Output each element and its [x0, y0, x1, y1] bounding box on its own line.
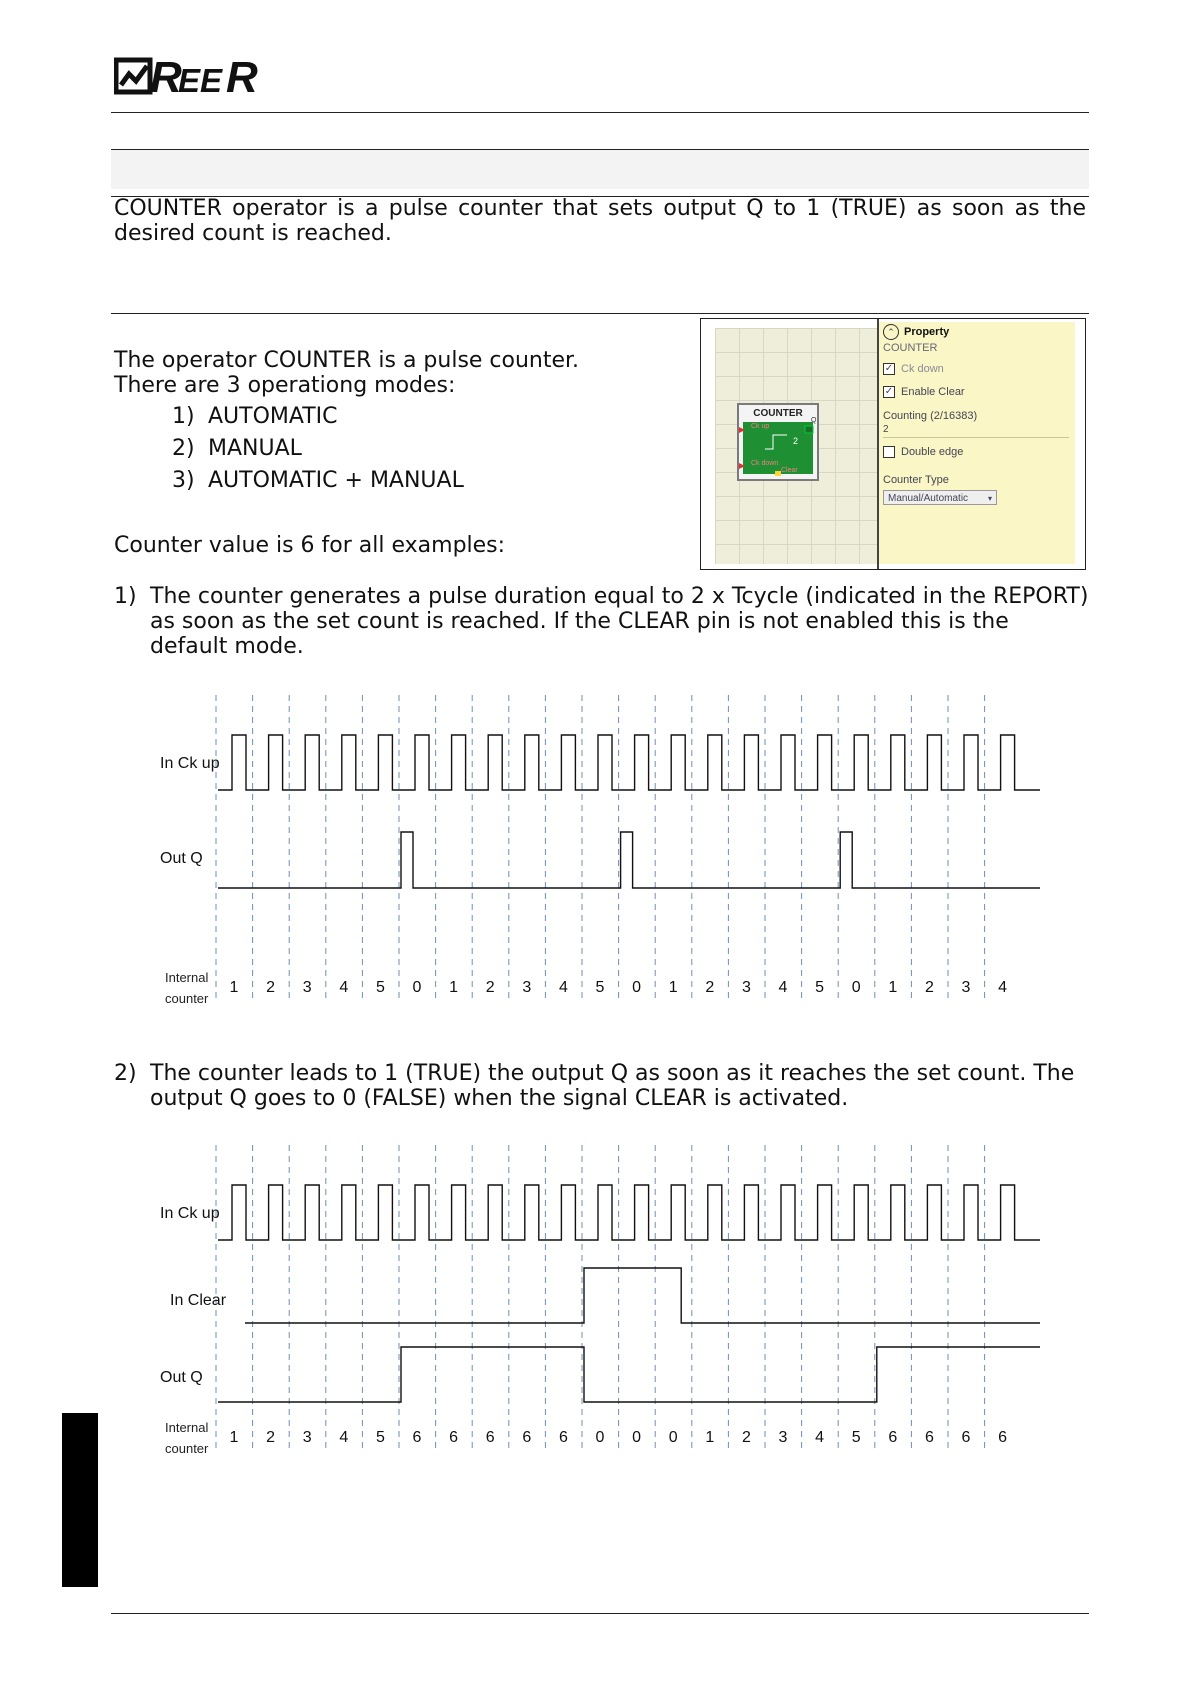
counter-value: 0	[632, 1429, 642, 1446]
counter-value: 4	[558, 979, 568, 996]
counter-block-title: COUNTER	[753, 408, 803, 419]
counter-value: 6	[449, 1429, 459, 1446]
mode-item: 2) MANUAL	[172, 436, 302, 461]
svg-text:R: R	[226, 54, 258, 100]
counter-value: 6	[522, 1429, 532, 1446]
signal-label: Out Q	[160, 1369, 203, 1386]
counter-block[interactable]	[737, 403, 819, 481]
mode-item: 3) AUTOMATIC + MANUAL	[172, 468, 464, 493]
counter-value: 3	[302, 1429, 312, 1446]
counter-value: 4	[998, 979, 1008, 996]
clear-signal	[245, 1268, 1040, 1323]
section-title-band	[111, 150, 1089, 189]
counter-value: 6	[888, 1429, 898, 1446]
modes-list	[172, 404, 674, 500]
counter-value: 4	[339, 1429, 349, 1446]
reer-logo	[114, 54, 264, 100]
svg-text:R: R	[150, 54, 182, 100]
property-screenshot	[700, 318, 1086, 570]
counter-value: 4	[815, 1429, 825, 1446]
pin-ck-down: Ck down	[751, 460, 779, 467]
counter-value: 3	[741, 979, 751, 996]
signal-label: In Ck up	[160, 1205, 220, 1222]
svg-text:EE: EE	[178, 62, 223, 99]
collapse-icon[interactable]: ⌃	[883, 324, 899, 340]
counter-label: Internal	[165, 970, 209, 985]
counter-value: 0	[668, 1429, 678, 1446]
example-1-text: The counter generates a pulse duration equal to 2 x Tcycle (indicated in the REPORT) as soon as the set count is reached. If the CLEAR pin is not enabled this is the default mode.	[150, 584, 1089, 659]
subsection-rule	[111, 313, 1089, 314]
enable-clear-checkbox[interactable]: ✓	[884, 386, 894, 397]
counter-value: 2	[485, 979, 495, 996]
counting-label: Counting (2/16383)	[883, 410, 978, 422]
ck-down-option: ✓ Ck down	[884, 363, 944, 375]
example-2-number: 2)	[114, 1061, 137, 1086]
description-block	[114, 348, 674, 500]
counter-value-text: Counter value is 6 for all examples:	[114, 533, 506, 558]
counter-value: 1	[888, 979, 898, 996]
footer-rule	[111, 1613, 1089, 1614]
timing-diagram-1	[140, 690, 1040, 1020]
counter-value: 2	[741, 1429, 751, 1446]
counter-value: 2	[705, 979, 715, 996]
counter-value: 1	[449, 979, 459, 996]
example-2-text: The counter leads to 1 (TRUE) the output Q as soon as it reaches the set count. The output Q goes to 0 (FALSE) when the signal CLEAR is activated.	[150, 1061, 1075, 1111]
signal-label: In Ck up	[160, 755, 220, 772]
double-edge-checkbox[interactable]	[883, 446, 895, 458]
enable-clear-option: ✓ Enable Clear	[884, 386, 965, 398]
output-q-signal	[218, 832, 1040, 888]
counter-value: 5	[851, 1429, 861, 1446]
counter-value: 2	[924, 979, 934, 996]
counter-value: 3	[302, 979, 312, 996]
counter-value: 5	[375, 979, 385, 996]
counter-value: 1	[705, 1429, 715, 1446]
counter-value: 2	[266, 979, 276, 996]
double-edge-option: Double edge	[883, 446, 963, 458]
counter-value: 6	[998, 1429, 1008, 1446]
counter-block-value: 2	[793, 436, 799, 446]
counter-type-select[interactable]: Manual/Automatic ▾	[883, 490, 997, 505]
counter-value: 3	[522, 979, 532, 996]
ck-down-checkbox[interactable]: ✓	[884, 363, 894, 374]
counter-value: 6	[924, 1429, 934, 1446]
example-1-number: 1)	[114, 584, 137, 609]
clock-signal	[218, 1185, 1040, 1240]
counter-value: 4	[339, 979, 349, 996]
pin-clear: Clear	[781, 467, 798, 474]
description-line-1: The operator COUNTER is a pulse counter.	[114, 348, 580, 373]
counter-value: 0	[632, 979, 642, 996]
counter-value: 1	[229, 979, 239, 996]
signal-label: Out Q	[160, 850, 203, 867]
mode-item: 1) AUTOMATIC	[172, 404, 338, 429]
counter-label: counter	[165, 991, 209, 1006]
timing-diagram-2	[140, 1140, 1040, 1470]
description-line-2: There are 3 operationg modes:	[114, 373, 456, 398]
property-panel	[879, 322, 1075, 564]
intro-paragraph: COUNTER operator is a pulse counter that sets output Q to 1 (TRUE) as soon as the desired count is reached.	[114, 196, 1086, 246]
counter-value: 4	[778, 979, 788, 996]
property-header: ⌃ Property	[883, 324, 949, 340]
counter-value: 2	[266, 1429, 276, 1446]
counter-value: 6	[412, 1429, 422, 1446]
counter-value: 6	[485, 1429, 495, 1446]
operator-name: COUNTER	[883, 342, 938, 354]
counter-value: 6	[961, 1429, 971, 1446]
counter-value: 5	[375, 1429, 385, 1446]
output-q-signal	[218, 1347, 1040, 1402]
example-1-paragraph	[114, 584, 1089, 659]
counter-value: 6	[558, 1429, 568, 1446]
page-edge-tab	[62, 1413, 98, 1587]
counting-input[interactable]: 2	[883, 424, 1069, 438]
counter-value: 0	[851, 979, 861, 996]
counter-value: 0	[412, 979, 422, 996]
chevron-down-icon: ▾	[987, 494, 992, 503]
counter-block-pins	[739, 405, 817, 479]
counter-value: 1	[668, 979, 678, 996]
counter-value: 5	[595, 979, 605, 996]
counter-type-label: Counter Type	[883, 474, 949, 486]
counter-value: 0	[595, 1429, 605, 1446]
counter-label: Internal	[165, 1420, 209, 1435]
clock-signal	[218, 735, 1040, 790]
counter-value: 5	[815, 979, 825, 996]
example-2-paragraph	[114, 1061, 1089, 1111]
header-rule	[111, 112, 1089, 113]
pin-q: Q	[811, 417, 817, 424]
counter-value: 3	[778, 1429, 788, 1446]
counter-value: 1	[229, 1429, 239, 1446]
counter-value: 3	[961, 979, 971, 996]
signal-label: In Clear	[170, 1292, 227, 1309]
pin-ck-up: Ck up	[751, 423, 770, 430]
counter-label: counter	[165, 1441, 209, 1456]
